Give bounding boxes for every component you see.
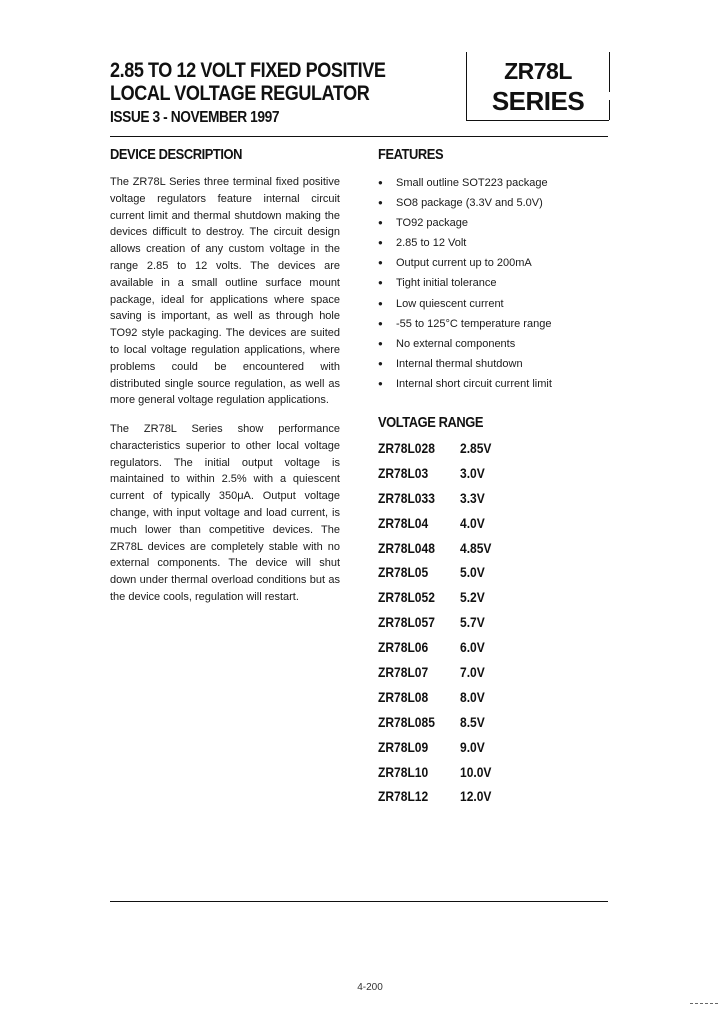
voltage-row — [378, 536, 497, 561]
part-number: ZR78L028 — [378, 440, 435, 456]
output-voltage: 5.0V — [460, 564, 485, 581]
feature-text: Internal thermal shutdown — [396, 357, 523, 370]
feature-text: -55 to 125°C temperature range — [396, 317, 552, 330]
part-number: ZR78L05 — [378, 564, 429, 581]
part-number: ZR78L04 — [378, 514, 429, 531]
feature-text: Output current up to 200mA — [396, 257, 532, 270]
series-part-name: ZR78L — [504, 58, 572, 84]
output-voltage: 2.85V — [460, 440, 492, 456]
voltage-range-heading: VOLTAGE RANGE — [378, 414, 484, 431]
part-number: ZR78L09 — [378, 738, 429, 755]
feature-item — [378, 294, 678, 314]
voltage-row — [378, 760, 497, 785]
bullet-icon: ● — [378, 278, 383, 288]
part-number: ZR78L08 — [378, 688, 429, 705]
document-title-line-2: LOCAL VOLTAGE REGULATOR — [110, 82, 370, 105]
feature-item — [378, 334, 678, 354]
feature-item — [378, 354, 678, 374]
series-label-box — [466, 52, 609, 121]
features-heading: FEATURES — [378, 146, 444, 163]
feature-item — [378, 193, 678, 213]
bullet-icon: ● — [378, 258, 383, 268]
bullet-icon: ● — [378, 338, 383, 348]
output-voltage: 3.0V — [460, 464, 485, 481]
feature-text: 2.85 to 12 Volt — [396, 237, 467, 250]
bullet-icon: ● — [378, 298, 383, 308]
voltage-row — [378, 735, 497, 760]
features-list — [378, 173, 678, 394]
feature-text: TO92 package — [396, 217, 468, 230]
voltage-row — [378, 511, 497, 536]
output-voltage: 3.3V — [460, 489, 485, 506]
output-voltage: 9.0V — [460, 738, 485, 755]
part-number: ZR78L03 — [378, 464, 429, 481]
output-voltage: 8.0V — [460, 688, 485, 705]
bullet-icon: ● — [378, 378, 383, 388]
part-number: ZR78L085 — [378, 713, 435, 730]
page-number: 4-200 — [357, 982, 383, 993]
voltage-range-table — [378, 436, 497, 809]
bullet-icon: ● — [378, 178, 383, 187]
bullet-icon: ● — [378, 218, 383, 228]
part-number: ZR78L033 — [378, 489, 435, 506]
bullet-icon: ● — [378, 198, 383, 208]
output-voltage: 4.0V — [460, 514, 485, 531]
part-number: ZR78L052 — [378, 589, 435, 606]
output-voltage: 6.0V — [460, 639, 485, 656]
voltage-row — [378, 486, 497, 511]
feature-item — [378, 253, 678, 273]
part-number: ZR78L057 — [378, 614, 435, 631]
description-paragraph-1: The ZR78L Series three terminal fixed positive voltage regulators feature internal circuit current limit and thermal shutdown making the devices difficult to destroy. The circuit design allows creation of any custom voltage in the range 2.85 to 12 volts. The devices are available in a small outline surface mount package, ideal for applications where space saving is important, as well as through hole TO92 style packaging. The devices are suited to local voltage regulation applications, where problems could be encountered with distributed single source regulation, as well as more general voltage regulation applications. — [110, 176, 340, 407]
voltage-row — [378, 635, 497, 660]
output-voltage: 5.2V — [460, 589, 485, 606]
feature-text: Internal short circuit current limit — [396, 377, 552, 390]
feature-item — [378, 173, 678, 193]
feature-item — [378, 233, 678, 253]
feature-text: Tight initial tolerance — [396, 277, 497, 290]
feature-item — [378, 213, 678, 233]
feature-text: SO8 package (3.3V and 5.0V) — [396, 197, 543, 210]
voltage-row — [378, 585, 497, 610]
output-voltage: 7.0V — [460, 664, 485, 681]
voltage-row — [378, 436, 497, 461]
output-voltage: 4.85V — [460, 539, 492, 556]
part-number: ZR78L048 — [378, 539, 435, 556]
device-description-heading: DEVICE DESCRIPTION — [110, 146, 243, 163]
page-edge-mark — [690, 1003, 718, 1005]
top-divider — [110, 136, 608, 137]
output-voltage: 12.0V — [460, 788, 492, 805]
part-number: ZR78L06 — [378, 639, 429, 656]
bullet-icon: ● — [378, 358, 383, 368]
feature-text: No external components — [396, 337, 516, 350]
feature-text: Low quiescent current — [396, 297, 504, 310]
feature-text: Small outline SOT223 package — [396, 177, 548, 189]
voltage-row — [378, 784, 497, 809]
output-voltage: 8.5V — [460, 713, 485, 730]
feature-item — [378, 374, 678, 394]
series-word: SERIES — [491, 86, 585, 116]
bullet-icon: ● — [378, 238, 383, 248]
voltage-row — [378, 610, 497, 635]
feature-item — [378, 314, 678, 334]
output-voltage: 5.7V — [460, 614, 485, 631]
bullet-icon: ● — [378, 318, 383, 328]
part-number: ZR78L07 — [378, 664, 429, 681]
bottom-divider — [110, 901, 608, 902]
output-voltage: 10.0V — [460, 763, 492, 780]
issue-date: ISSUE 3 - NOVEMBER 1997 — [110, 109, 280, 126]
feature-item — [378, 273, 678, 293]
description-paragraph-2: The ZR78L Series show performance characteristics superior to other local voltage regulators. The initial output voltage is maintained to within 2.5% with a quiescent current of typically 350μA. Output voltage change, with input voltage and load current, is much lower than competitive devices. The ZR78L devices are completely stable with no external components. The device will shut down under thermal overload conditions but as the device cools, regulation will restart. — [110, 423, 340, 603]
voltage-row — [378, 560, 497, 585]
document-title-line-1: 2.85 TO 12 VOLT FIXED POSITIVE — [110, 59, 386, 82]
part-number: ZR78L12 — [378, 788, 429, 805]
voltage-row — [378, 461, 497, 486]
voltage-row — [378, 710, 497, 735]
part-number: ZR78L10 — [378, 763, 429, 780]
voltage-row — [378, 685, 497, 710]
voltage-row — [378, 660, 497, 685]
